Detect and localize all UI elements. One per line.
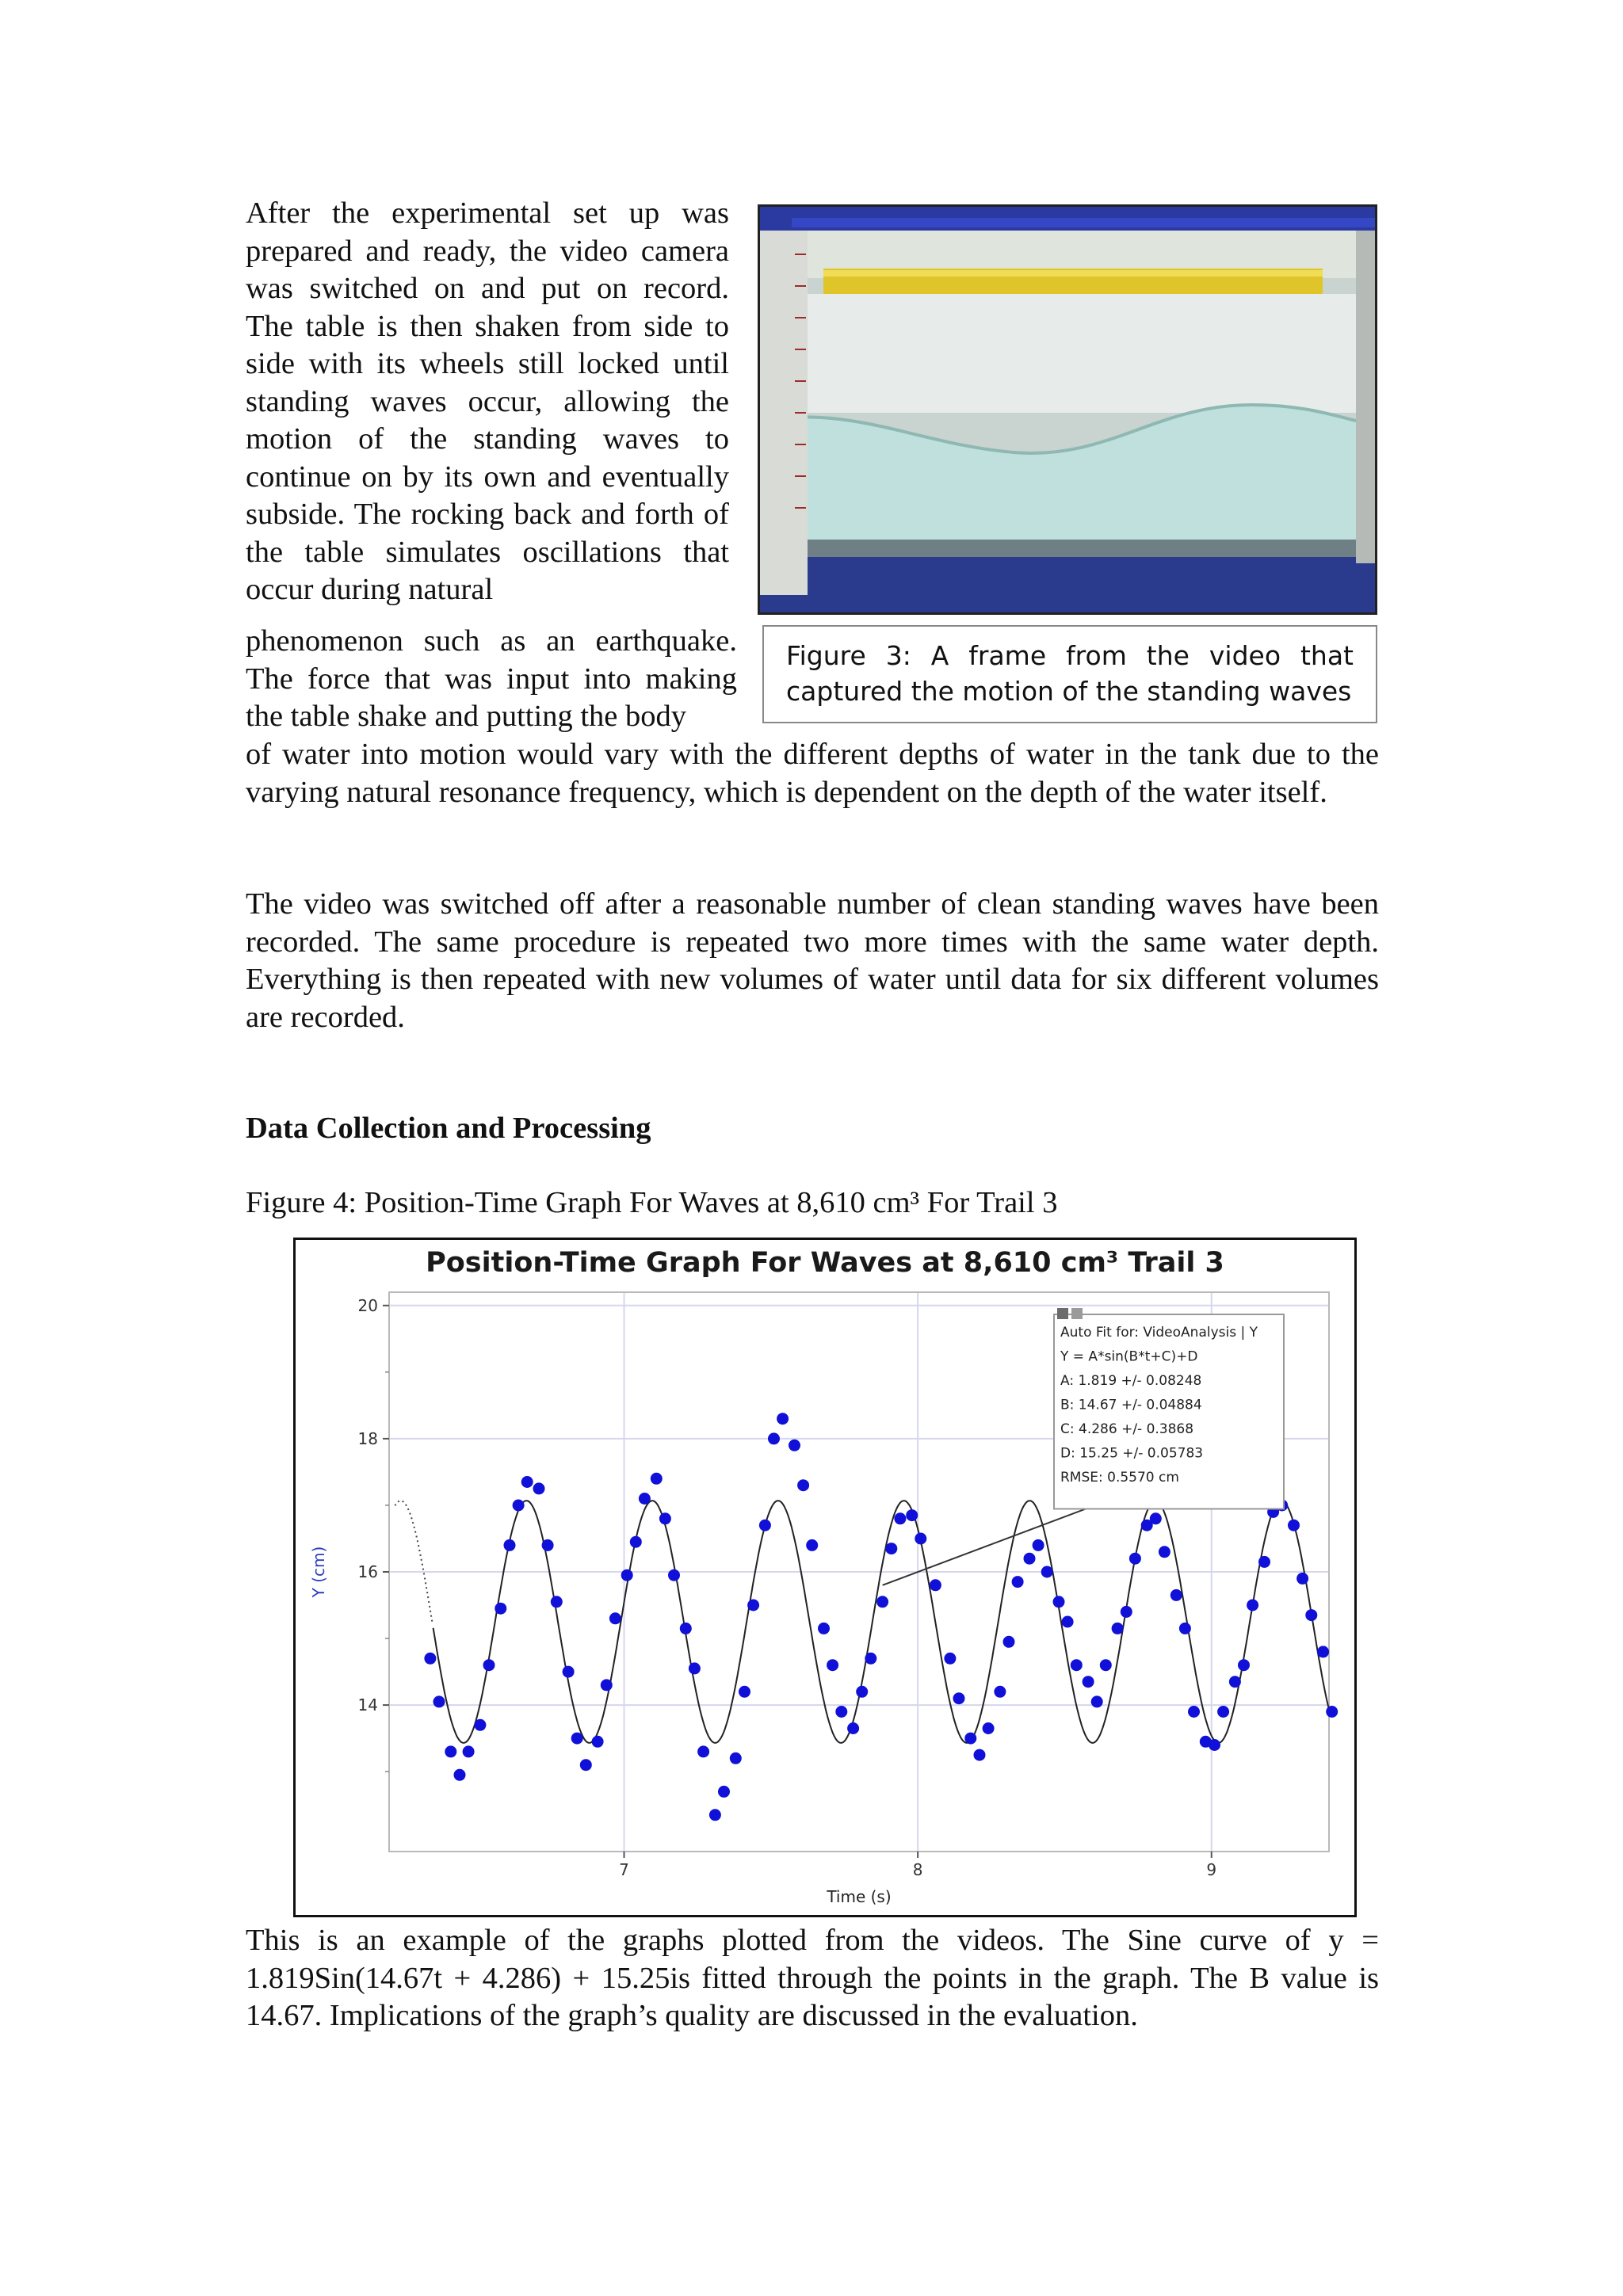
auto-fit-box[interactable] [1054, 1308, 1284, 1509]
x-tick-label: 8 [912, 1860, 923, 1879]
paragraph-intro-part2: phenomenon such as an earthquake. The force that was input into making the table shake and putting the body [246, 624, 737, 733]
data-point [445, 1745, 456, 1757]
data-point [1091, 1695, 1103, 1707]
data-point [689, 1662, 701, 1674]
data-point [1121, 1606, 1132, 1618]
fit-box-line: D: 15.25 +/- 0.05783 [1060, 1445, 1204, 1462]
data-point [1129, 1553, 1141, 1565]
data-point [1229, 1676, 1241, 1688]
paragraph-intro-part1: After the experimental set up was prepared and ready, the video camera was switched on and put on record. The table is then shaken from side to side with its wheels still locked until standing waves occur, allowing the motion of the standing waves to continue on by its own and eventually subside. The rocking back and forth of the table simulates oscillations that occur during natural [246, 196, 729, 606]
data-point [1258, 1556, 1270, 1568]
data-point [668, 1569, 680, 1581]
data-point [1041, 1566, 1053, 1578]
data-point [1150, 1512, 1162, 1524]
y-tick-label: 14 [357, 1695, 378, 1715]
data-point [1112, 1623, 1124, 1634]
data-point [504, 1539, 516, 1551]
close-icon[interactable] [1057, 1308, 1068, 1319]
fit-box-line: Auto Fit for: VideoAnalysis | Y [1060, 1325, 1258, 1341]
data-point [856, 1686, 868, 1698]
data-point [1071, 1659, 1083, 1671]
wave-tank-image [760, 207, 1375, 612]
data-point [718, 1786, 730, 1798]
data-point [768, 1432, 780, 1444]
data-point [709, 1809, 721, 1821]
data-point [697, 1745, 709, 1757]
data-point [930, 1579, 941, 1591]
data-point [533, 1482, 545, 1494]
data-point [789, 1440, 800, 1451]
data-point [1053, 1596, 1065, 1608]
data-point [424, 1653, 436, 1665]
data-point [563, 1666, 575, 1678]
data-point [1296, 1573, 1308, 1585]
data-point [1170, 1589, 1182, 1601]
data-point [609, 1612, 621, 1624]
data-point [1247, 1600, 1258, 1611]
sine-fit-extrapolation [395, 1501, 433, 1624]
data-point [1083, 1676, 1094, 1688]
data-point [601, 1679, 613, 1691]
data-point [915, 1533, 926, 1545]
chart-svg [296, 1240, 1354, 1915]
data-point [1159, 1546, 1170, 1558]
data-point [777, 1413, 789, 1425]
data-point [730, 1753, 742, 1764]
data-point [651, 1473, 663, 1485]
data-point [1238, 1659, 1250, 1671]
data-point [818, 1623, 830, 1634]
data-point [1305, 1609, 1317, 1621]
data-point [621, 1569, 633, 1581]
section-heading: Data Collection and Processing [246, 1112, 651, 1145]
fit-box-line: Y = A*sin(B*t+C)+D [1060, 1348, 1198, 1365]
data-point [1326, 1706, 1338, 1718]
data-point [1024, 1553, 1036, 1565]
data-point [580, 1759, 592, 1771]
data-point [571, 1733, 583, 1745]
x-axis-label: Time (s) [827, 1887, 892, 1906]
data-point [592, 1736, 604, 1748]
data-point [551, 1596, 563, 1608]
x-tick-label: 7 [619, 1860, 629, 1879]
data-point [983, 1722, 995, 1734]
data-point [885, 1543, 897, 1554]
data-point [944, 1653, 956, 1665]
data-point [1188, 1706, 1200, 1718]
data-point [894, 1512, 906, 1524]
figure3-caption: Figure 3: A frame from the video that captured the motion of the standing waves [762, 625, 1377, 723]
data-point [906, 1509, 918, 1521]
data-point [495, 1603, 506, 1615]
data-point [513, 1500, 525, 1512]
options-icon[interactable] [1071, 1308, 1083, 1319]
data-point [953, 1692, 965, 1704]
data-point [1317, 1646, 1329, 1657]
data-point [1179, 1623, 1191, 1634]
data-point [433, 1695, 445, 1707]
data-point [876, 1596, 888, 1608]
data-point [680, 1623, 692, 1634]
data-point [1217, 1706, 1229, 1718]
data-point [964, 1733, 976, 1745]
data-point [1062, 1616, 1074, 1628]
data-point [474, 1719, 486, 1731]
chart-title: Position-Time Graph For Waves at 8,610 cm³ Trail 3 [426, 1247, 1224, 1279]
data-point [639, 1493, 651, 1505]
data-point [835, 1706, 847, 1718]
position-time-chart [293, 1238, 1357, 1917]
y-tick-label: 20 [357, 1295, 378, 1315]
data-point [630, 1536, 642, 1548]
y-tick-label: 18 [357, 1428, 378, 1448]
paragraph-graph-explanation: This is an example of the graphs plotted from the videos. The Sine curve of y = 1.819Sin(14.67t + 4.286) + 15.25is fitted through the points in the graph. The B value is 14.67. Implications of the graph’s quality are discussed in the evaluation. [246, 1924, 1379, 2032]
data-point [1012, 1576, 1024, 1588]
data-point [1033, 1539, 1044, 1551]
data-point [865, 1653, 876, 1665]
data-point [739, 1686, 750, 1698]
data-point [797, 1479, 809, 1491]
data-point [1288, 1520, 1300, 1531]
data-point [1003, 1636, 1015, 1648]
data-point [483, 1659, 495, 1671]
fit-box-line: C: 4.286 +/- 0.3868 [1060, 1421, 1194, 1437]
data-point [463, 1745, 475, 1757]
y-axis-label: Y (cm) [309, 1546, 328, 1598]
data-point [1100, 1659, 1112, 1671]
fit-box-line: B: 14.67 +/- 0.04884 [1060, 1397, 1202, 1413]
data-point [847, 1722, 859, 1734]
data-point [759, 1520, 771, 1531]
figure4-caption: Figure 4: Position-Time Graph For Waves at 8,610 cm³ For Trail 3 [246, 1186, 1058, 1219]
data-point [454, 1769, 466, 1781]
figure3-video-frame [758, 204, 1377, 615]
fit-box-line: RMSE: 0.5570 cm [1060, 1470, 1179, 1486]
data-point [994, 1686, 1006, 1698]
data-point [521, 1476, 533, 1488]
x-tick-label: 9 [1206, 1860, 1217, 1879]
data-point [659, 1512, 671, 1524]
paragraph-procedure: The video was switched off after a reasonable number of clean standing waves have been recorded. The same procedure is repeated two more times with the same water depth. Everything is then repeated with new volumes of water until data for six different volumes are recorded. [246, 887, 1379, 1034]
data-point [974, 1749, 986, 1761]
data-point [1209, 1739, 1220, 1751]
data-point [542, 1539, 554, 1551]
data-point [806, 1539, 818, 1551]
data-point [747, 1600, 759, 1611]
fit-box-line: A: 1.819 +/- 0.08248 [1060, 1373, 1202, 1389]
data-point [827, 1659, 838, 1671]
paragraph-intro-part3: of water into motion would vary with the different depths of water in the tank due to the varying natural resonance frequency, which is dependent on the depth of the water itself. [246, 738, 1379, 809]
y-tick-label: 16 [357, 1562, 378, 1581]
